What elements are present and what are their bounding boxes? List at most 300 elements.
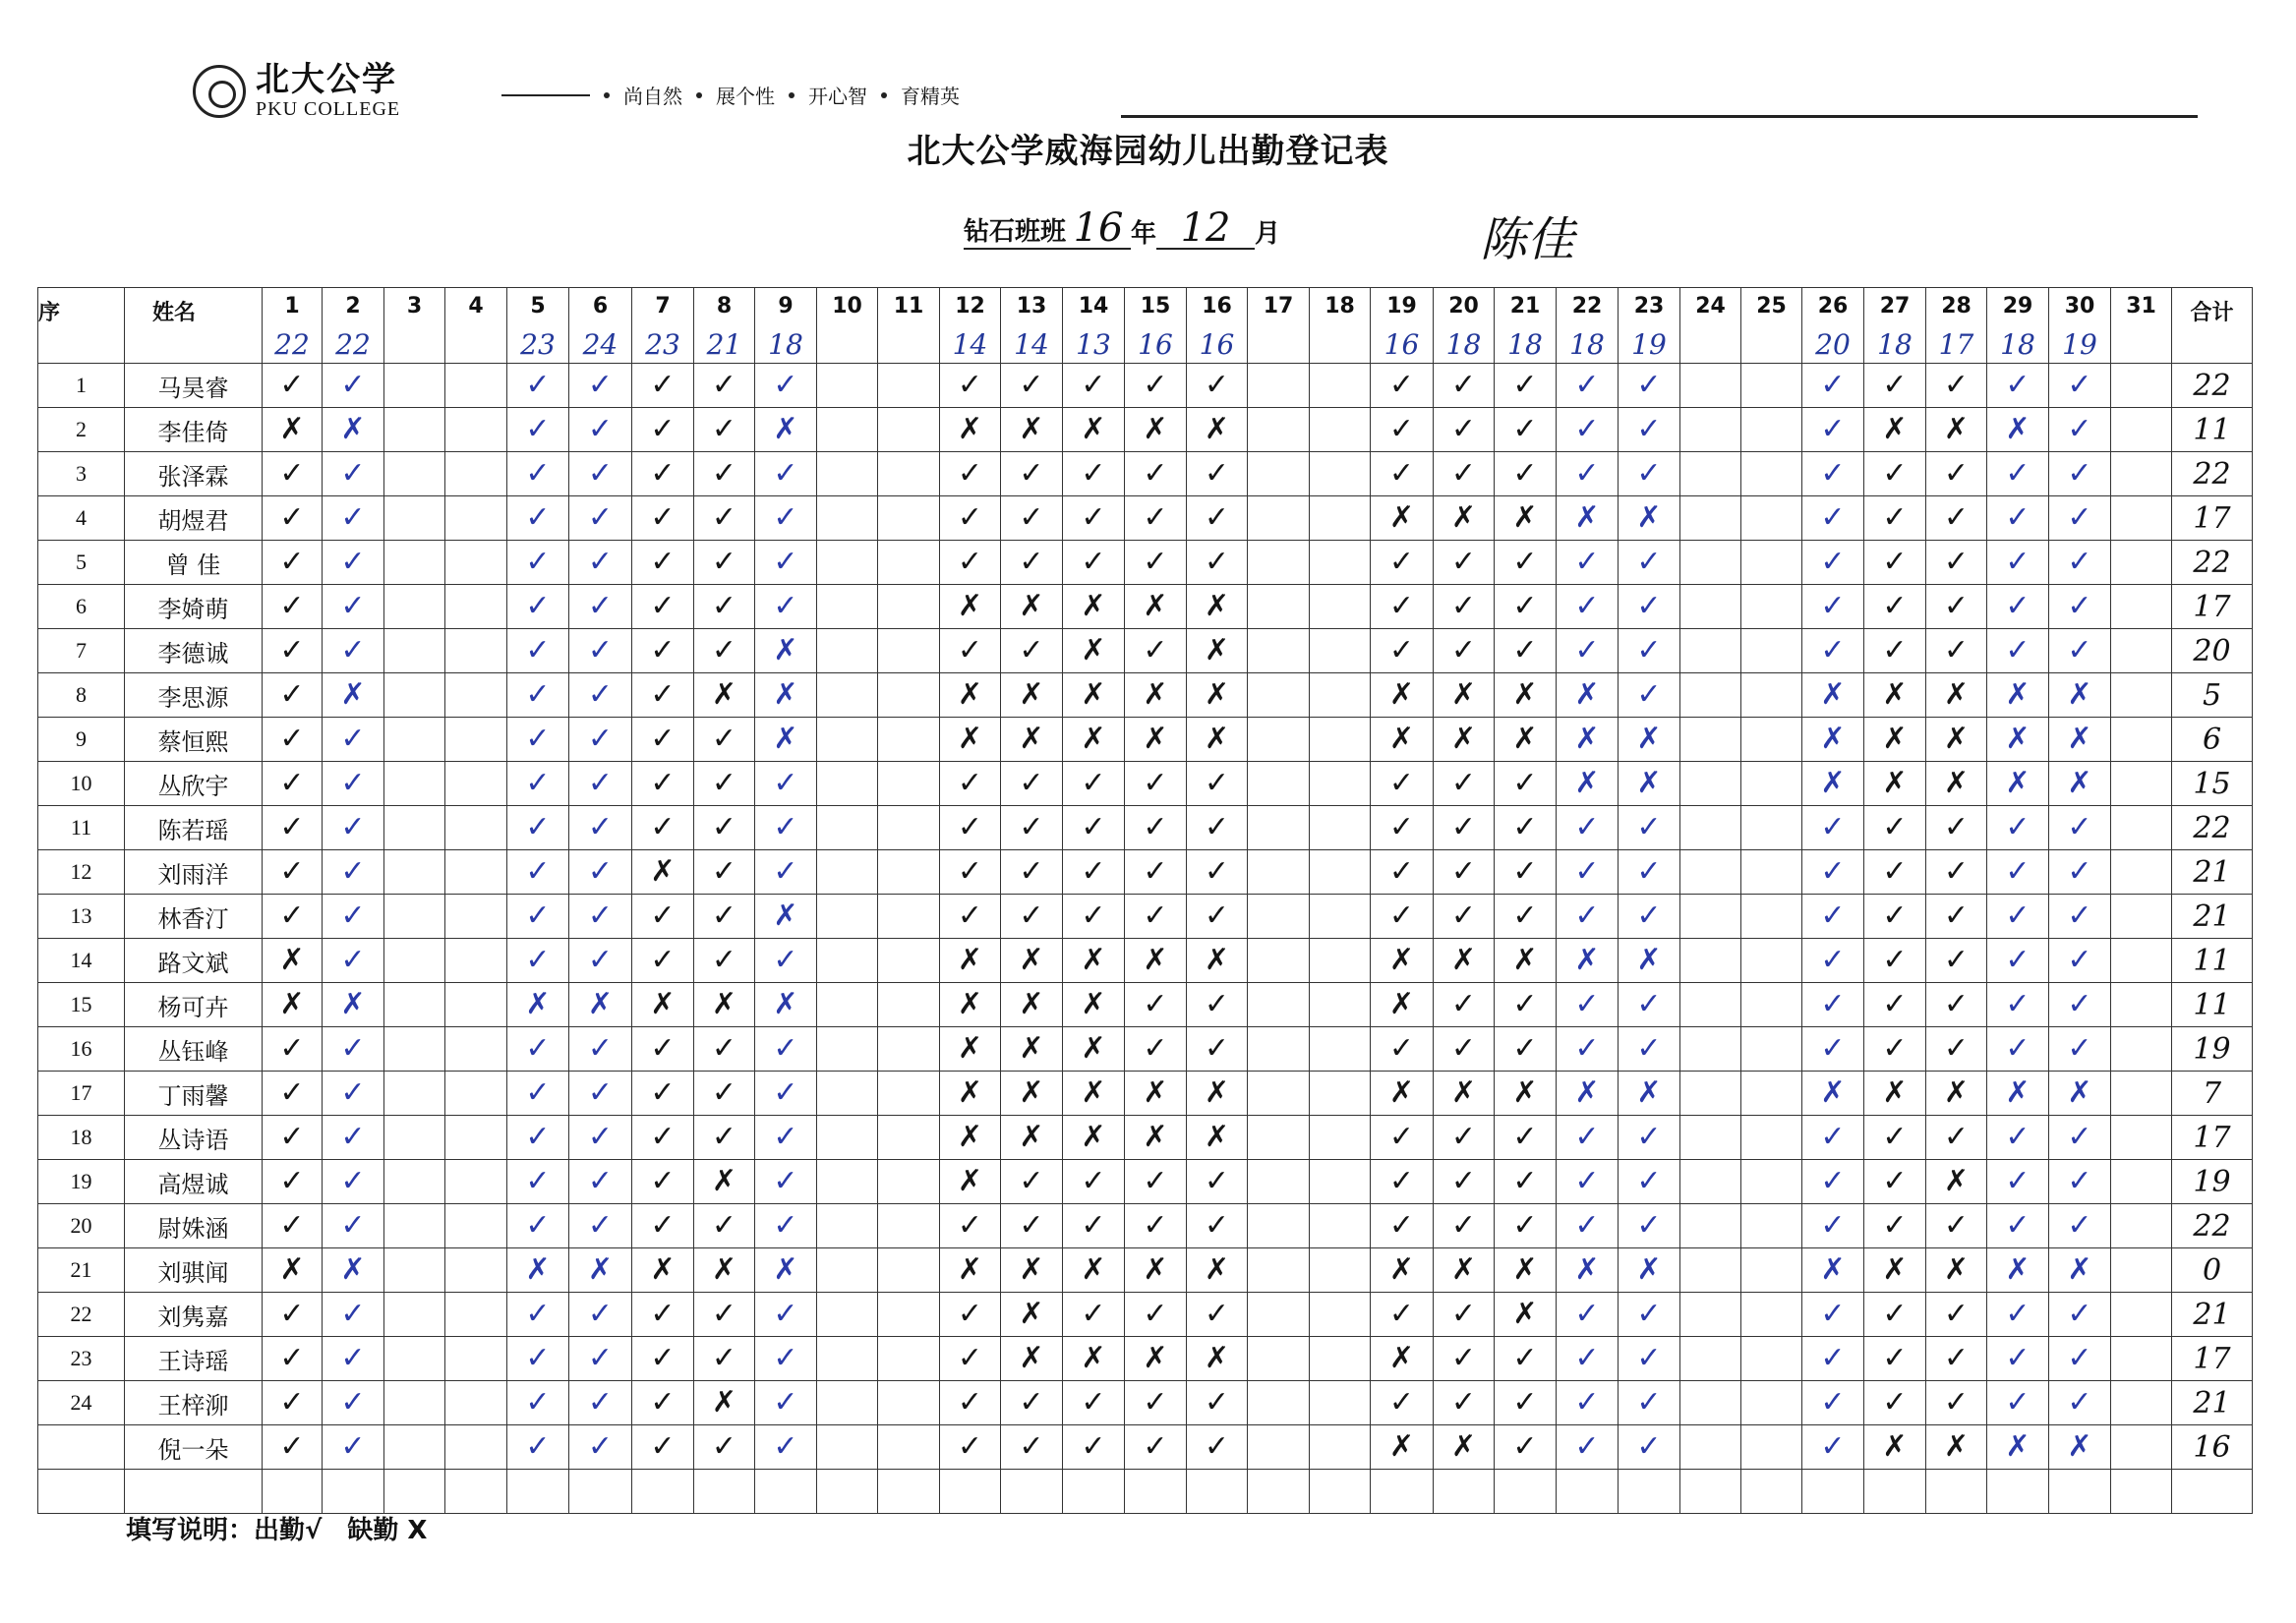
present-mark: ✓	[263, 585, 323, 629]
empty-cell	[445, 895, 507, 939]
empty-cell	[817, 408, 878, 452]
absent-mark: ✗	[2049, 718, 2111, 762]
header-rule	[1121, 115, 2198, 118]
day-present-count: 17	[1938, 328, 1974, 361]
col-header-day	[1371, 288, 1434, 364]
day-number: 24	[1695, 294, 1726, 319]
empty-cell	[2111, 895, 2172, 939]
row-seq: 19	[38, 1160, 125, 1204]
slogan-item: 开心智	[808, 85, 867, 108]
present-mark: ✓	[2049, 1293, 2111, 1337]
absent-mark: ✗	[755, 629, 817, 673]
present-mark: ✓	[1557, 364, 1619, 408]
col-header-day	[632, 288, 694, 364]
absent-mark: ✗	[1063, 408, 1125, 452]
empty-cell	[1248, 408, 1310, 452]
table-row	[38, 496, 2253, 541]
absent-mark: ✗	[1001, 1337, 1063, 1381]
present-mark: ✓	[323, 1337, 384, 1381]
absent-mark: ✗	[1063, 673, 1125, 718]
day-present-count: 18	[2000, 328, 2035, 361]
empty-cell	[1680, 850, 1741, 895]
absent-mark: ✗	[755, 983, 817, 1027]
row-total: 17	[2172, 585, 2253, 629]
present-mark: ✓	[940, 496, 1001, 541]
present-mark: ✓	[1187, 895, 1248, 939]
present-mark: ✓	[1187, 1204, 1248, 1248]
empty-cell	[384, 983, 445, 1027]
empty-cell	[1248, 496, 1310, 541]
empty-cell	[1741, 1027, 1802, 1072]
day-number: 28	[1941, 294, 1972, 319]
empty-cell	[445, 1116, 507, 1160]
present-mark: ✓	[1063, 1381, 1125, 1425]
absent-mark: ✗	[263, 939, 323, 983]
present-mark: ✓	[569, 585, 632, 629]
present-mark: ✓	[1802, 1027, 1864, 1072]
empty-cell	[1680, 496, 1741, 541]
absent-mark: ✗	[1187, 673, 1248, 718]
absent-mark: ✗	[1864, 762, 1926, 806]
day-number: 1	[284, 294, 300, 319]
row-seq: 4	[38, 496, 125, 541]
present-mark: ✓	[694, 496, 755, 541]
present-mark: ✓	[1619, 541, 1680, 585]
day-number: 4	[468, 294, 484, 319]
present-mark: ✓	[1557, 1425, 1619, 1470]
table-row	[38, 1337, 2253, 1381]
present-mark: ✓	[1434, 806, 1495, 850]
present-mark: ✓	[1557, 1293, 1619, 1337]
day-number: 5	[530, 294, 546, 319]
present-mark: ✓	[263, 1116, 323, 1160]
present-mark: ✓	[755, 1293, 817, 1337]
present-mark: ✓	[1495, 1027, 1557, 1072]
empty-cell	[1741, 1160, 1802, 1204]
present-mark: ✓	[1187, 850, 1248, 895]
empty-cell	[2111, 1337, 2172, 1381]
absent-mark: ✗	[694, 1160, 755, 1204]
month-value: 12	[1156, 208, 1255, 250]
present-mark: ✓	[1371, 408, 1434, 452]
empty-cell	[878, 983, 940, 1027]
present-mark: ✓	[755, 1381, 817, 1425]
empty-cell	[878, 1470, 940, 1514]
slogan-item: 育精英	[901, 85, 960, 108]
table-row	[38, 541, 2253, 585]
empty-cell	[1248, 762, 1310, 806]
attendance-table	[37, 287, 2253, 1514]
present-mark: ✓	[1495, 541, 1557, 585]
slogan-dot	[789, 92, 795, 98]
present-mark: ✓	[569, 762, 632, 806]
empty-cell	[878, 1248, 940, 1293]
present-mark: ✓	[569, 1204, 632, 1248]
empty-cell	[1741, 1248, 1802, 1293]
present-mark: ✓	[1495, 1160, 1557, 1204]
table-row	[38, 452, 2253, 496]
empty-cell	[1741, 496, 1802, 541]
empty-cell	[2111, 1293, 2172, 1337]
present-mark: ✓	[1001, 806, 1063, 850]
absent-mark: ✗	[694, 1248, 755, 1293]
present-mark: ✓	[632, 762, 694, 806]
empty-cell	[445, 718, 507, 762]
day-number: 3	[406, 294, 423, 319]
present-mark: ✓	[1864, 541, 1926, 585]
absent-mark: ✗	[1864, 1072, 1926, 1116]
child-name: 曾 佳	[125, 541, 263, 585]
absent-mark: ✗	[1495, 1248, 1557, 1293]
present-mark: ✓	[323, 1116, 384, 1160]
day-number: 8	[716, 294, 733, 319]
empty-cell	[445, 1072, 507, 1116]
row-seq: 15	[38, 983, 125, 1027]
empty-cell	[445, 364, 507, 408]
absent-mark: ✗	[1371, 1337, 1434, 1381]
present-mark: ✓	[1434, 850, 1495, 895]
empty-cell	[1741, 1337, 1802, 1381]
present-mark: ✓	[263, 1293, 323, 1337]
present-mark: ✓	[1001, 1160, 1063, 1204]
present-mark: ✓	[1619, 629, 1680, 673]
present-mark: ✓	[632, 718, 694, 762]
present-mark: ✓	[1987, 983, 2049, 1027]
present-mark: ✓	[569, 718, 632, 762]
present-mark: ✓	[507, 1337, 569, 1381]
day-number: 25	[1756, 294, 1787, 319]
absent-mark: ✗	[1495, 496, 1557, 541]
year-label: 年	[1131, 219, 1157, 249]
present-mark: ✓	[569, 939, 632, 983]
empty-cell	[1741, 1470, 1802, 1514]
present-mark: ✓	[1125, 850, 1187, 895]
present-mark: ✓	[1864, 895, 1926, 939]
present-mark: ✓	[940, 364, 1001, 408]
present-mark: ✓	[632, 364, 694, 408]
col-header-day	[1310, 288, 1371, 364]
table-row	[38, 364, 2253, 408]
present-mark: ✓	[1557, 895, 1619, 939]
present-mark: ✓	[323, 939, 384, 983]
empty-cell	[1680, 673, 1741, 718]
empty-cell	[2111, 1381, 2172, 1425]
present-mark: ✓	[694, 541, 755, 585]
day-number: 12	[955, 294, 985, 319]
absent-mark: ✗	[1864, 673, 1926, 718]
present-mark: ✓	[1987, 1116, 2049, 1160]
table-row	[38, 850, 2253, 895]
empty-cell	[445, 1248, 507, 1293]
present-mark: ✓	[1926, 452, 1987, 496]
present-mark: ✓	[2049, 1027, 2111, 1072]
row-seq: 13	[38, 895, 125, 939]
present-mark: ✓	[1926, 1027, 1987, 1072]
empty-cell	[1802, 1470, 1864, 1514]
present-mark: ✓	[1434, 541, 1495, 585]
present-mark: ✓	[1371, 850, 1434, 895]
present-mark: ✓	[1495, 850, 1557, 895]
present-mark: ✓	[694, 718, 755, 762]
child-name: 李婍萌	[125, 585, 263, 629]
present-mark: ✓	[1926, 895, 1987, 939]
day-present-count: 16	[1199, 328, 1235, 361]
slogan	[501, 81, 960, 109]
present-mark: ✓	[1864, 1116, 1926, 1160]
present-mark: ✓	[1495, 408, 1557, 452]
empty-cell	[384, 1116, 445, 1160]
row-seq: 23	[38, 1337, 125, 1381]
absent-mark: ✗	[1434, 496, 1495, 541]
present-mark: ✓	[1371, 1160, 1434, 1204]
empty-cell	[817, 452, 878, 496]
row-seq: 7	[38, 629, 125, 673]
empty-cell	[1741, 408, 1802, 452]
child-name: 王梓泖	[125, 1381, 263, 1425]
absent-mark: ✗	[1001, 408, 1063, 452]
empty-cell	[384, 1204, 445, 1248]
col-header-day	[263, 288, 323, 364]
present-mark: ✓	[1619, 1027, 1680, 1072]
present-mark: ✓	[569, 1027, 632, 1072]
absent-mark: ✗	[940, 1116, 1001, 1160]
empty-cell	[1310, 541, 1371, 585]
present-mark: ✓	[755, 1160, 817, 1204]
empty-cell	[384, 452, 445, 496]
absent-mark: ✗	[1063, 1072, 1125, 1116]
present-mark: ✓	[632, 541, 694, 585]
empty-cell	[1248, 1470, 1310, 1514]
present-mark: ✓	[694, 452, 755, 496]
absent-mark: ✗	[1864, 408, 1926, 452]
row-total: 6	[2172, 718, 2253, 762]
absent-mark: ✗	[1125, 718, 1187, 762]
absent-mark: ✗	[694, 983, 755, 1027]
empty-cell	[384, 895, 445, 939]
present-mark: ✓	[1864, 585, 1926, 629]
present-mark: ✓	[507, 452, 569, 496]
empty-cell	[817, 1470, 878, 1514]
col-header-day	[1741, 288, 1802, 364]
absent-mark: ✗	[2049, 1072, 2111, 1116]
absent-mark: ✗	[1987, 718, 2049, 762]
empty-cell	[878, 762, 940, 806]
empty-cell	[1248, 1248, 1310, 1293]
empty-cell	[2111, 585, 2172, 629]
empty-cell	[2111, 1425, 2172, 1470]
table-row	[38, 1160, 2253, 1204]
present-mark: ✓	[1001, 1204, 1063, 1248]
present-mark: ✓	[323, 496, 384, 541]
day-present-count: 16	[1138, 328, 1173, 361]
present-mark: ✓	[632, 585, 694, 629]
table-row	[38, 1027, 2253, 1072]
absent-mark: ✗	[1987, 1072, 2049, 1116]
present-mark: ✓	[940, 1293, 1001, 1337]
empty-cell	[445, 1425, 507, 1470]
col-header-day	[1926, 288, 1987, 364]
slogan-item: 尚自然	[623, 85, 682, 108]
present-mark: ✓	[1802, 452, 1864, 496]
present-mark: ✓	[1926, 1381, 1987, 1425]
present-mark: ✓	[2049, 895, 2111, 939]
empty-cell	[1248, 629, 1310, 673]
empty-cell	[1680, 939, 1741, 983]
logo-text	[256, 61, 400, 121]
empty-cell	[817, 1072, 878, 1116]
child-name: 刘隽嘉	[125, 1293, 263, 1337]
absent-mark: ✗	[1802, 673, 1864, 718]
col-header-day	[878, 288, 940, 364]
present-mark: ✓	[1864, 1160, 1926, 1204]
present-mark: ✓	[1557, 1337, 1619, 1381]
empty-cell	[878, 895, 940, 939]
present-mark: ✓	[1557, 1204, 1619, 1248]
absent-mark: ✗	[1187, 629, 1248, 673]
present-mark: ✓	[1557, 452, 1619, 496]
row-total: 7	[2172, 1072, 2253, 1116]
empty-cell	[1741, 806, 1802, 850]
present-mark: ✓	[1864, 983, 1926, 1027]
col-header-day	[694, 288, 755, 364]
present-mark: ✓	[1864, 496, 1926, 541]
col-header-day	[1557, 288, 1619, 364]
present-mark: ✓	[755, 1425, 817, 1470]
absent-mark: ✗	[1619, 718, 1680, 762]
col-header-day	[1864, 288, 1926, 364]
present-mark: ✓	[1864, 1204, 1926, 1248]
absent-mark: ✗	[1001, 718, 1063, 762]
absent-mark: ✗	[1001, 585, 1063, 629]
present-mark: ✓	[1619, 1425, 1680, 1470]
present-mark: ✓	[1864, 452, 1926, 496]
empty-cell	[1680, 408, 1741, 452]
present-mark: ✓	[1926, 541, 1987, 585]
present-mark: ✓	[263, 364, 323, 408]
empty-cell	[632, 1470, 694, 1514]
present-mark: ✓	[323, 585, 384, 629]
present-mark: ✓	[1619, 673, 1680, 718]
absent-mark: ✗	[755, 673, 817, 718]
empty-cell	[1741, 1425, 1802, 1470]
month-label: 月	[1255, 219, 1281, 249]
empty-cell	[384, 541, 445, 585]
child-name: 王诗瑶	[125, 1337, 263, 1381]
absent-mark: ✗	[1926, 762, 1987, 806]
absent-mark: ✗	[1371, 1248, 1434, 1293]
present-mark: ✓	[694, 806, 755, 850]
absent-mark: ✗	[2049, 1248, 2111, 1293]
empty-cell	[1310, 1116, 1371, 1160]
present-mark: ✓	[569, 806, 632, 850]
present-mark: ✓	[1619, 1116, 1680, 1160]
present-mark: ✓	[1063, 850, 1125, 895]
present-mark: ✓	[1187, 983, 1248, 1027]
empty-cell	[384, 762, 445, 806]
present-mark: ✓	[1802, 806, 1864, 850]
present-mark: ✓	[940, 541, 1001, 585]
absent-mark: ✗	[2049, 673, 2111, 718]
empty-cell	[1741, 629, 1802, 673]
present-mark: ✓	[940, 1425, 1001, 1470]
present-mark: ✓	[1187, 1381, 1248, 1425]
empty-cell	[817, 1160, 878, 1204]
empty-cell	[1310, 629, 1371, 673]
col-header-day	[1802, 288, 1864, 364]
present-mark: ✓	[940, 1204, 1001, 1248]
absent-mark: ✗	[1187, 1337, 1248, 1381]
present-mark: ✓	[569, 452, 632, 496]
present-mark: ✓	[1619, 983, 1680, 1027]
present-mark: ✓	[1063, 452, 1125, 496]
empty-cell	[1741, 718, 1802, 762]
empty-cell	[1248, 541, 1310, 585]
absent-mark: ✗	[1371, 983, 1434, 1027]
child-name: 林香汀	[125, 895, 263, 939]
empty-cell	[445, 762, 507, 806]
present-mark: ✓	[1187, 541, 1248, 585]
present-mark: ✓	[694, 364, 755, 408]
col-header-day	[1063, 288, 1125, 364]
child-name: 尉姝涵	[125, 1204, 263, 1248]
day-present-count: 19	[2062, 328, 2097, 361]
present-mark: ✓	[2049, 806, 2111, 850]
absent-mark: ✗	[263, 1248, 323, 1293]
absent-mark: ✗	[940, 408, 1001, 452]
empty-cell	[1310, 1425, 1371, 1470]
row-total: 21	[2172, 895, 2253, 939]
col-header-day	[1495, 288, 1557, 364]
empty-cell	[878, 673, 940, 718]
empty-cell	[1619, 1470, 1680, 1514]
absent-mark: ✗	[1557, 1248, 1619, 1293]
absent-mark: ✗	[940, 1160, 1001, 1204]
present-mark: ✓	[1125, 1204, 1187, 1248]
absent-mark: ✗	[1434, 1425, 1495, 1470]
child-name: 李思源	[125, 673, 263, 718]
present-mark: ✓	[632, 408, 694, 452]
empty-cell	[2111, 1470, 2172, 1514]
col-header-day	[1125, 288, 1187, 364]
empty-cell	[878, 629, 940, 673]
present-mark: ✓	[263, 806, 323, 850]
empty-cell	[1741, 1116, 1802, 1160]
absent-mark: ✗	[1926, 1248, 1987, 1293]
empty-cell	[1248, 452, 1310, 496]
present-mark: ✓	[1125, 496, 1187, 541]
present-mark: ✓	[1371, 762, 1434, 806]
row-total: 22	[2172, 806, 2253, 850]
absent-mark: ✗	[1001, 983, 1063, 1027]
present-mark: ✓	[1371, 1204, 1434, 1248]
empty-cell	[2111, 673, 2172, 718]
empty-cell	[1680, 585, 1741, 629]
row-seq: 18	[38, 1116, 125, 1160]
logo-chinese: 北大公学	[256, 60, 397, 99]
empty-cell	[445, 541, 507, 585]
present-mark: ✓	[1125, 806, 1187, 850]
empty-cell	[1741, 1381, 1802, 1425]
empty-cell	[1680, 762, 1741, 806]
present-mark: ✓	[569, 408, 632, 452]
present-mark: ✓	[1987, 850, 2049, 895]
empty-cell	[1248, 1072, 1310, 1116]
table-row	[38, 585, 2253, 629]
present-mark: ✓	[263, 1425, 323, 1470]
empty-cell	[878, 541, 940, 585]
absent-mark: ✗	[1434, 718, 1495, 762]
present-mark: ✓	[1619, 1160, 1680, 1204]
